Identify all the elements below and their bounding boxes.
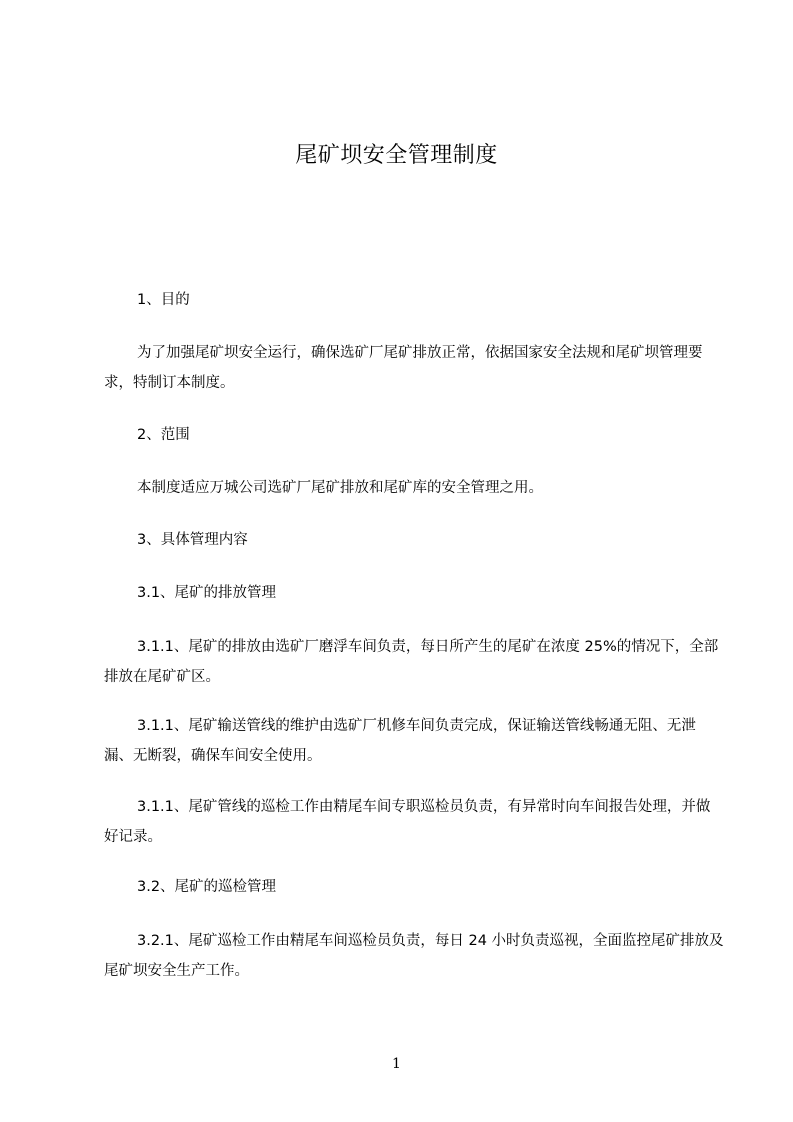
paragraph-3-1-1-c: 3.1.1、尾矿管线的巡检工作由精尾车间专职巡检员负责，有异常时向车间报告处理，并做好记录。	[104, 799, 711, 845]
paragraph-3-1-1-a: 3.1.1、尾矿的排放由选矿厂磨浮车间负责，每日所产生的尾矿在浓度 25%的情况下，全部排放在尾矿矿区。	[104, 639, 719, 685]
paragraph-3-2-1: 3.2.1、尾矿巡检工作由精尾车间巡检员负责，每日 24 小时负责巡视，全面监控尾矿排放及尾矿坝安全生产工作。	[104, 933, 724, 979]
section-heading-purpose: 1、目的	[137, 292, 190, 308]
paragraph-purpose: 为了加强尾矿坝安全运行，确保选矿厂尾矿排放正常，依据国家安全法规和尾矿坝管理要求，特制订本制度。	[104, 345, 703, 391]
paragraph-3-1-1-b: 3.1.1、尾矿输送管线的维护由选矿厂机修车间负责完成，保证输送管线畅通无阻、无泄漏、无断裂，确保车间安全使用。	[104, 718, 696, 764]
subsection-heading-discharge: 3.1、尾矿的排放管理	[137, 585, 277, 601]
page-number: 1	[392, 1056, 401, 1072]
subsection-heading-inspection: 3.2、尾矿的巡检管理	[137, 879, 277, 895]
paragraph-scope: 本制度适应万城公司选矿厂尾矿排放和尾矿库的安全管理之用。	[137, 480, 543, 496]
section-heading-scope: 2、范围	[137, 427, 190, 443]
section-heading-content: 3、具体管理内容	[137, 532, 248, 548]
page-title: 尾矿坝安全管理制度	[295, 143, 498, 168]
